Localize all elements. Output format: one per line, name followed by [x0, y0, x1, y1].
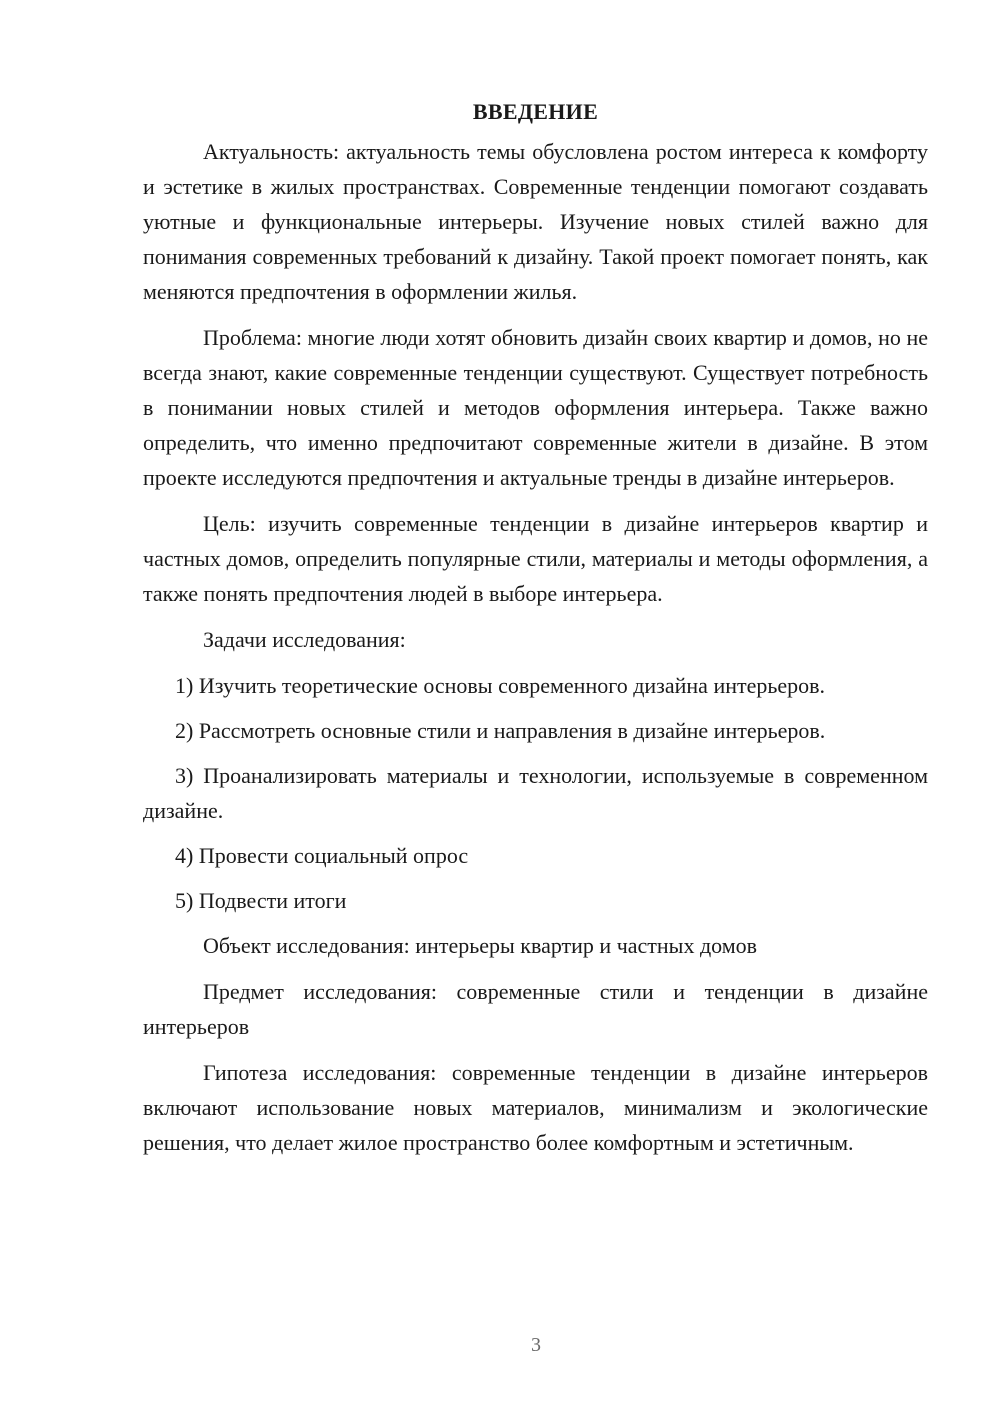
- list-item: 4) Провести социальный опрос: [175, 843, 469, 868]
- paragraph-goal: Цель: изучить современные тенденции в дизайне интерьеров квартир и частных домов, определить популярные стили, материалы и методы оформления, а также понять предпочтения людей в выборе интерьера.: [143, 511, 928, 606]
- document-page: [143, 94, 928, 1171]
- list-item: 1) Изучить теоретические основы современного дизайна интерьеров.: [175, 673, 826, 698]
- list-item: 3) Проанализировать материалы и технологии, используемые в современном дизайне.: [143, 763, 928, 823]
- page-number: 3: [531, 1334, 541, 1356]
- list-item: 5) Подвести итоги: [175, 888, 347, 913]
- paragraph-hypothesis: Гипотеза исследования: современные тенденции в дизайне интерьеров включают использование новых материалов, минимализм и экологические решения, что делает жилое пространство более комфортным и эстетичным.: [143, 1060, 928, 1155]
- section-title: ВВЕДЕНИЕ: [472, 99, 599, 124]
- tasks-heading: Задачи исследования:: [203, 627, 406, 652]
- paragraph-subject: Предмет исследования: современные стили и тенденции в дизайне интерьеров: [143, 979, 928, 1039]
- tasks-list: [143, 668, 928, 918]
- paragraph-problem: Проблема: многие люди хотят обновить дизайн своих квартир и домов, но не всегда знают, какие современные тенденции существуют. Существует потребность в понимании новых стилей и методов оформления интерьера. Также важно определить, что именно предпочитают современные жители в дизайне. В этом проекте исследуются предпочтения и актуальные тренды в дизайне интерьеров.: [143, 325, 928, 490]
- list-item: 2) Рассмотреть основные стили и направления в дизайне интерьеров.: [175, 718, 826, 743]
- paragraph-object: Объект исследования: интерьеры квартир и частных домов: [203, 933, 758, 958]
- paragraph-relevance: Актуальность: актуальность темы обусловлена ростом интереса к комфорту и эстетике в жилых пространствах. Современные тенденции помогают создавать уютные и функциональные интерьеры. Изучение новых стилей важно для понимания современных требований к дизайну. Такой проект помогает понять, как меняются предпочтения в оформлении жилья.: [143, 139, 928, 304]
